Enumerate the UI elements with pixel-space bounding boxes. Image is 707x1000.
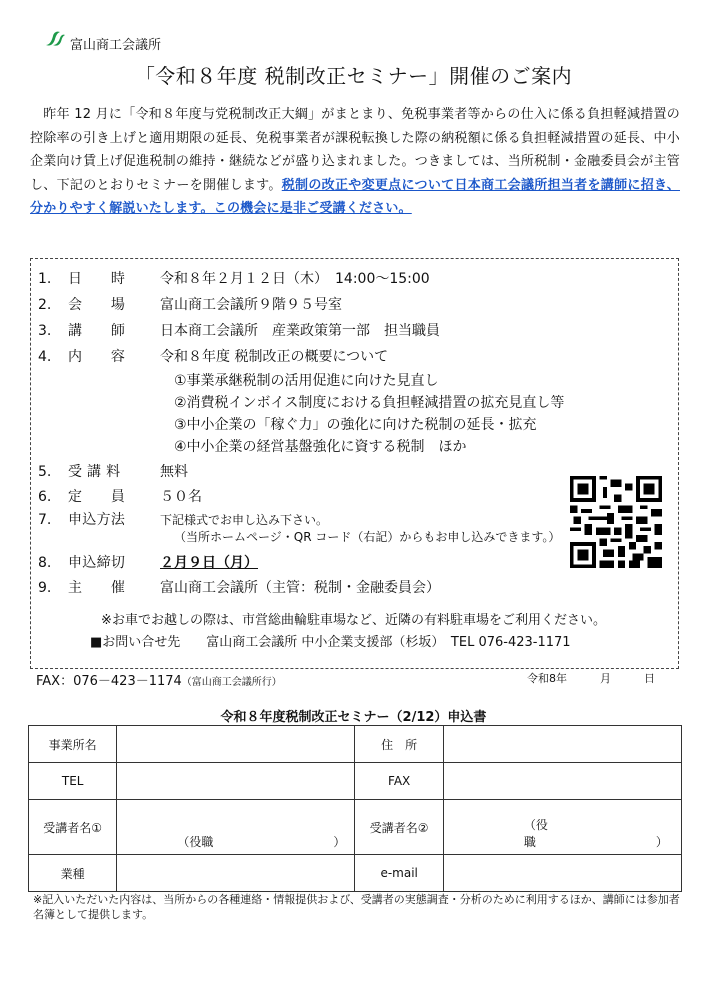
detail-deadline: 8. 申込締切 ２月９日（月）	[38, 555, 258, 571]
contact-line: ■お問い合せ先 富山商工会議所 中小企業支援部（杉坂） TEL 076-423-1171	[90, 635, 571, 650]
address-field[interactable]	[443, 726, 681, 763]
intro-text: 昨年 12 月に「令和８年度与党税制改正大綱」がまとまり、免税事業者等からの仕入に係る負担軽減措置の控除率の引き上げと適用期限の延長、免税事業者が課税転換した際の納税額に係る負担軽減措置の延長、中小企業向け賃上げ促進税制の維持・継続などが盛り込まれました。つきましては、当所税制・金融委員会が主管し、下記のとおりセミナーを開催します。	[30, 107, 680, 193]
intro-highlight: 税制の改正や変更点について日本商工会議所担当者を講師に招き、分かりやすく解説いたします。この機会に是非ご受講ください。	[30, 177, 680, 216]
email-field[interactable]	[443, 855, 681, 892]
content-item: ③中小企業の「稼ぐ力」の強化に向けた税制の延長・拡充	[174, 417, 537, 433]
detail-fee: 5. 受 講 料 無料	[38, 464, 188, 480]
apply-method-sub: （当所ホームページ・QR コード（右記）からもお申し込みできます。）	[174, 530, 561, 544]
application-form	[28, 725, 682, 892]
detail-capacity: 6. 定 員 ５０名	[38, 489, 202, 505]
detail-organizer: 9. 主 催 富山商工会議所（主管：税制・金融委員会）	[38, 580, 440, 596]
fax-line	[36, 670, 282, 689]
fax-label: FAX	[355, 763, 443, 800]
industry-field[interactable]	[117, 855, 355, 892]
date-line: 令和8年 月 日	[527, 672, 655, 685]
parking-note: ※お車でお越しの際は、市営総曲輪駐車場など、近隣の有料駐車場をご利用ください。	[101, 613, 606, 628]
intro-paragraph	[30, 103, 680, 221]
tel-label: TEL	[29, 763, 117, 800]
privacy-footnote: ※記入いただいた内容は、当所からの各種連絡・情報提供および、受講者の実態調査・分析のために利用するほか、講師には参加者名簿として提供します。	[33, 893, 680, 921]
org-name: 富山商工会議所	[70, 38, 162, 53]
content-item: ②消費税インボイス制度における負担軽減措置の拡充見直し等	[174, 395, 565, 411]
industry-label: 業種	[29, 855, 117, 892]
content-item: ④中小企業の経営基盤強化に資する税制 ほか	[174, 439, 467, 455]
attendee1-field[interactable]	[117, 800, 355, 855]
address-label: 住 所	[355, 726, 443, 763]
attendee1-label: 受講者名①	[29, 800, 117, 855]
attendee2-label: 受講者名②	[355, 800, 443, 855]
detail-venue: 2. 会 場 富山商工会議所９階９５号室	[38, 297, 342, 313]
content-item: ①事業承継税制の活用促進に向けた見直し	[174, 373, 439, 389]
office-field[interactable]	[117, 726, 355, 763]
fax-field[interactable]	[443, 763, 681, 800]
attendee1-role: （役職 ）	[177, 835, 346, 849]
fax-sub: （富山商工会議所行）	[181, 677, 282, 688]
form-title: 令和８年度税制改正セミナー（2/12）申込書	[220, 710, 487, 725]
detail-datetime: 1. 日 時 令和８年２月１２日（木） 14:00～15:00	[38, 271, 430, 287]
attendee2-role: （役職 ）	[523, 818, 668, 849]
fax-number: FAX：076－423－1174	[36, 674, 182, 689]
detail-apply-method: 7. 申込方法 下記様式でお申し込み下さい。	[38, 512, 329, 528]
attendee2-field[interactable]	[443, 800, 681, 855]
page-title: 「令和８年度 税制改正セミナー」開催のご案内	[134, 64, 573, 88]
office-label: 事業所名	[29, 726, 117, 763]
qr-code-icon[interactable]	[570, 476, 662, 568]
tel-field[interactable]	[117, 763, 355, 800]
detail-lecturer: 3. 講 師 日本商工会議所 産業政策第一部 担当職員	[38, 323, 440, 339]
email-label: e-mail	[355, 855, 443, 892]
detail-content: 4. 内 容 令和８年度 税制改正の概要について	[38, 349, 389, 365]
chamber-logo-icon	[44, 30, 66, 48]
